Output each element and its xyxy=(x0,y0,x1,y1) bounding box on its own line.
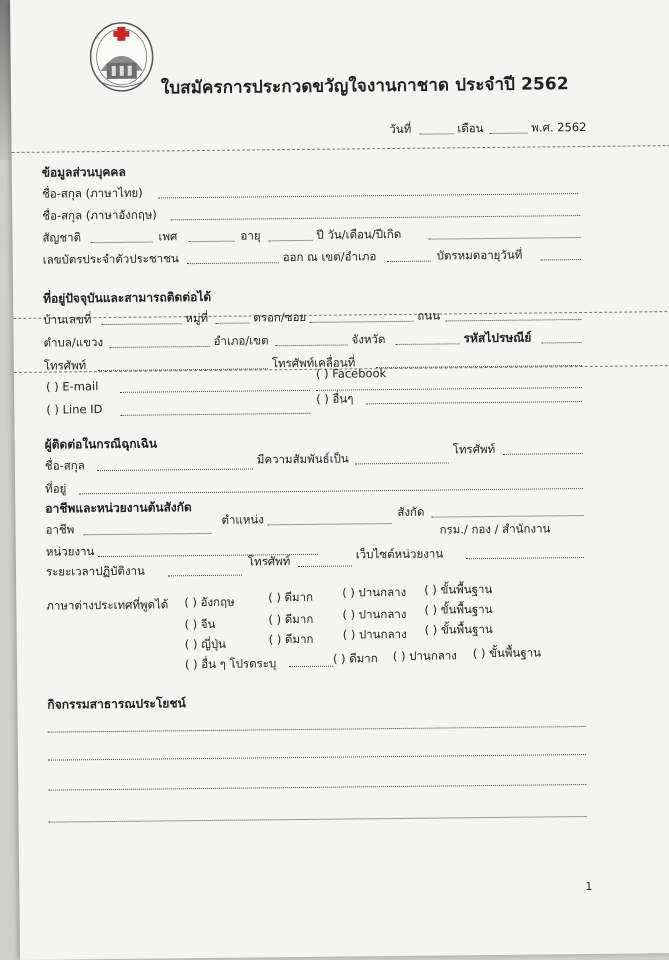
province-field[interactable] xyxy=(396,343,460,345)
house-no-label: บ้านเลขที่ xyxy=(43,312,92,327)
lang-english-level-medium[interactable]: ( ) ปานกลาง xyxy=(342,584,407,600)
affiliation-field[interactable] xyxy=(431,515,583,518)
id-card-label: เลขบัตรประจำตัวประชาชน xyxy=(42,251,179,267)
job-field[interactable] xyxy=(84,533,212,535)
personal-heading: ข้อมูลส่วนบุคคล xyxy=(41,164,126,180)
website-label: เว็บไซต์หน่วยงาน xyxy=(355,546,444,562)
email-option[interactable]: ( ) E-mail xyxy=(45,379,99,394)
soi-field[interactable] xyxy=(309,321,413,323)
subdistrict-field[interactable] xyxy=(110,346,210,348)
birth-field[interactable] xyxy=(429,237,581,240)
position-label: ตำแหน่ง xyxy=(221,512,264,527)
lang-japanese-option[interactable]: ( ) ญี่ปุ่น xyxy=(184,636,227,652)
expiry-field[interactable] xyxy=(541,259,581,260)
line-field[interactable] xyxy=(120,413,310,416)
occupation-heading: อาชีพและหน่วยงานต้นสังกัด xyxy=(45,500,192,516)
period-label: ระยะเวลาปฏิบัติงาน xyxy=(45,563,145,579)
lang-other-level-excellent[interactable]: ( ) ดีมาก xyxy=(332,651,378,666)
unit-label: หน่วยงาน xyxy=(45,544,95,559)
emergency-address-label: ที่อยู่ xyxy=(45,481,67,496)
expiry-label: บัตรหมดอายุวันที่ xyxy=(436,247,523,263)
emergency-address-field[interactable] xyxy=(79,488,583,494)
website-field[interactable] xyxy=(466,557,584,559)
id-card-field[interactable] xyxy=(187,262,279,264)
lang-japanese-level-medium[interactable]: ( ) ปานกลาง xyxy=(342,626,407,642)
position-field[interactable] xyxy=(268,523,392,525)
address-heading: ที่อยู่ปัจจุบันและสามารถติดต่อได้ xyxy=(43,289,212,306)
other-contact-option[interactable]: ( ) อื่นๆ xyxy=(316,391,354,406)
month-field[interactable] xyxy=(489,133,527,134)
lang-chinese-option[interactable]: ( ) จีน xyxy=(184,616,216,632)
moo-label: หมู่ที่ xyxy=(185,310,209,326)
dept-label: กรม./ กอง / สำนักงาน xyxy=(439,521,551,537)
facebook-option[interactable]: ( ) Facebook xyxy=(315,366,387,381)
activities-line-3[interactable] xyxy=(48,784,586,791)
soi-label: ตรอก/ซอย xyxy=(253,309,307,325)
lang-other-option[interactable]: ( ) อื่น ๆ โปรดระบุ xyxy=(184,656,277,672)
road-field[interactable] xyxy=(445,319,581,321)
year-label: พ.ศ. 2562 xyxy=(531,119,587,135)
facebook-field[interactable] xyxy=(316,387,582,391)
form-title: ใบสมัครการประกวดขวัญใจงานกาชาด ประจำปี 2562 xyxy=(160,74,569,99)
day-label: วันที่ xyxy=(389,121,412,137)
moo-field[interactable] xyxy=(215,323,249,324)
road-label: ถนน xyxy=(417,308,441,323)
province-label: จังหวัด xyxy=(351,332,386,347)
nationality-field[interactable] xyxy=(91,242,153,244)
activities-line-4[interactable] xyxy=(49,816,587,823)
activities-line-2[interactable] xyxy=(48,754,586,761)
divider xyxy=(12,145,669,153)
lang-chinese-level-excellent[interactable]: ( ) ดีมาก xyxy=(268,611,314,627)
work-phone-label: โทรศัพท์ xyxy=(247,554,291,569)
issued-at-field[interactable] xyxy=(387,261,431,262)
relation-field[interactable] xyxy=(355,462,449,464)
district-label: อำเภอ/เขต xyxy=(213,333,269,348)
name-en-label: ชื่อ-สกุล (ภาษาอังกฤษ) xyxy=(42,207,157,223)
postal-label: รหัสไปรษณีย์ xyxy=(463,330,532,346)
sex-field[interactable] xyxy=(189,241,235,242)
lang-other-level-basic[interactable]: ( ) ขั้นพื้นฐาน xyxy=(472,645,542,661)
lang-other-field[interactable] xyxy=(289,666,333,667)
birth-label: ปี วัน/เดือน/ปีเกิด xyxy=(316,226,402,242)
line-option[interactable]: ( ) Line ID xyxy=(46,402,103,417)
issued-at-label: ออก ณ เขต/อำเภอ xyxy=(282,249,377,265)
other-contact-field[interactable] xyxy=(366,401,582,404)
house-no-field[interactable] xyxy=(101,323,181,325)
name-th-field[interactable] xyxy=(158,193,578,198)
emergency-phone-label: โทรศัพท์ xyxy=(452,441,496,457)
lang-chinese-level-basic[interactable]: ( ) ขั้นพื้นฐาน xyxy=(424,601,493,617)
relation-label: มีความสัมพันธ์เป็น xyxy=(256,451,349,467)
activities-line-1[interactable] xyxy=(48,726,586,733)
divider xyxy=(13,311,669,319)
sex-label: เพศ xyxy=(158,229,178,244)
district-field[interactable] xyxy=(276,344,348,346)
emblem-logo xyxy=(86,18,157,99)
period-field[interactable] xyxy=(168,575,242,577)
name-th-label: ชื่อ-สกุล (ภาษาไทย) xyxy=(41,185,143,201)
age-label: อายุ xyxy=(240,228,261,243)
activities-heading: กิจกรรมสาธารณประโยชน์ xyxy=(47,696,186,712)
lang-japanese-level-excellent[interactable]: ( ) ดีมาก xyxy=(268,631,314,647)
age-field[interactable] xyxy=(269,240,313,241)
lang-english-option[interactable]: ( ) อังกฤษ xyxy=(184,594,235,610)
email-field[interactable] xyxy=(120,390,310,393)
emergency-heading: ผู้ติดต่อในกรณีฉุกเฉิน xyxy=(44,436,158,452)
name-en-field[interactable] xyxy=(170,215,580,220)
languages-label: ภาษาต่างประเทศที่พูดได้ xyxy=(46,597,169,613)
mobile-label: โทรศัพท์เคลื่อนที่ xyxy=(271,355,356,371)
lang-chinese-level-medium[interactable]: ( ) ปานกลาง xyxy=(342,606,407,622)
postal-field[interactable] xyxy=(542,342,582,343)
work-phone-field[interactable] xyxy=(298,565,352,567)
form-page xyxy=(10,0,669,960)
page-number: 1 xyxy=(585,879,593,894)
day-field[interactable] xyxy=(419,133,453,134)
lang-japanese-level-basic[interactable]: ( ) ขั้นพื้นฐาน xyxy=(424,621,493,637)
emergency-name-label: ชื่อ-สกุล xyxy=(44,458,85,473)
phone-label: โทรศัพท์ xyxy=(43,358,87,373)
emergency-name-field[interactable] xyxy=(97,468,253,471)
subdistrict-label: ตำบล/แขวง xyxy=(43,335,104,350)
emergency-phone-field[interactable] xyxy=(503,453,583,455)
month-label: เดือน xyxy=(457,121,484,136)
affiliation-label: สังกัด xyxy=(397,504,425,519)
nationality-label: สัญชาติ xyxy=(42,230,82,245)
job-label: อาชีพ xyxy=(45,522,75,537)
lang-english-level-basic[interactable]: ( ) ขั้นพื้นฐาน xyxy=(424,581,493,597)
lang-english-level-excellent[interactable]: ( ) ดีมาก xyxy=(268,589,314,605)
lang-other-level-medium[interactable]: ( ) ปานกลาง xyxy=(392,648,457,664)
